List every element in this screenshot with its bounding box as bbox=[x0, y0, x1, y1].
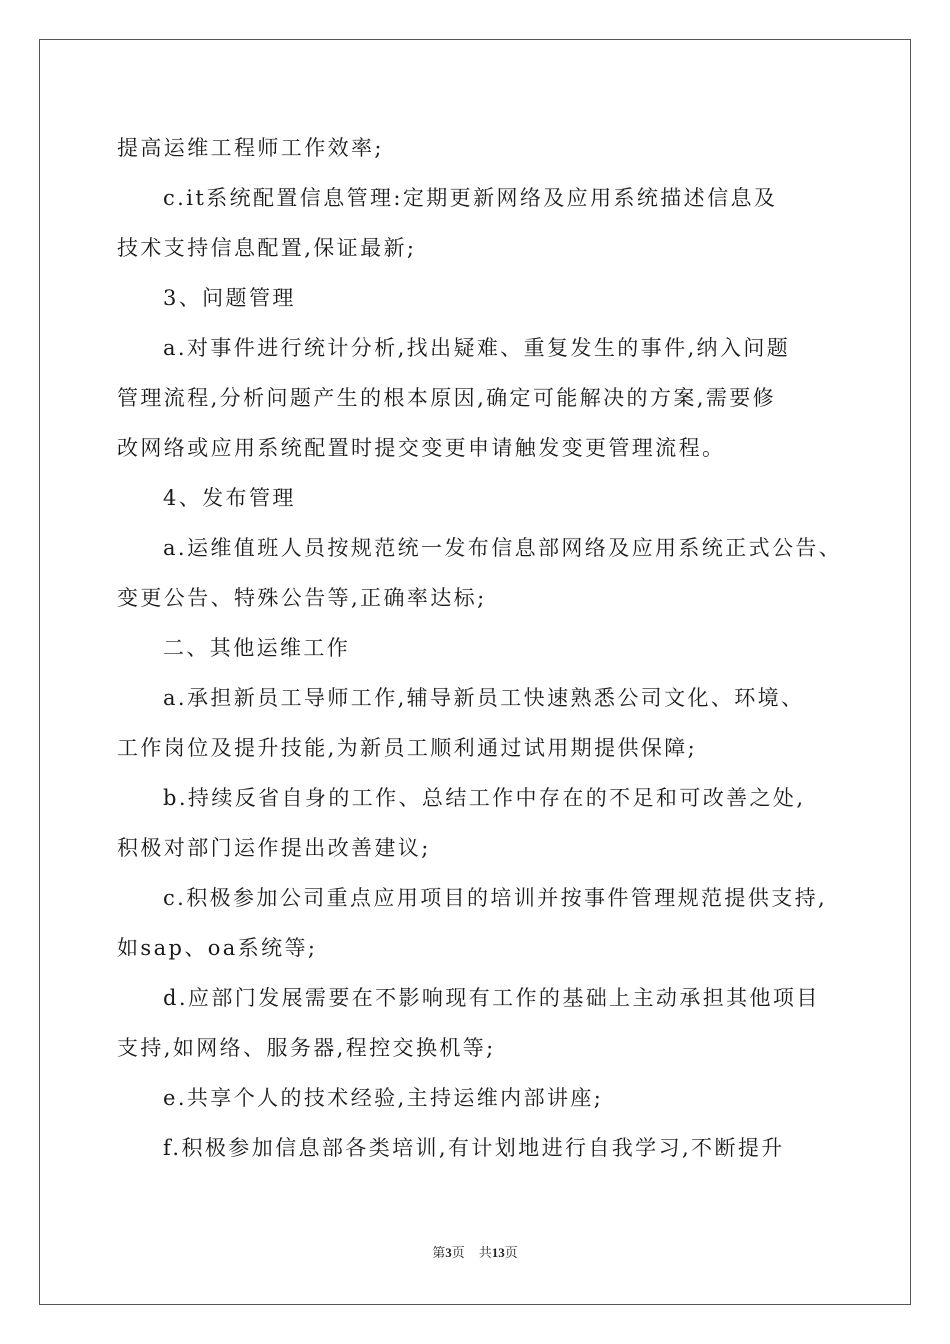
text-line: 4、发布管理 bbox=[163, 486, 296, 510]
document-body bbox=[117, 123, 843, 1173]
text-line: e.共享个人的技术经验,主持运维内部讲座; bbox=[163, 1086, 604, 1110]
text-line: 如sap、oa系统等; bbox=[117, 936, 318, 960]
text-line: 技术支持信息配置,保证最新; bbox=[117, 236, 417, 260]
total-suffix: 页 bbox=[504, 1245, 518, 1260]
total-prefix: 共 bbox=[478, 1245, 492, 1260]
text-line: 二、其他运维工作 bbox=[163, 636, 351, 660]
text-line: a.对事件进行统计分析,找出疑难、重复发生的事件,纳入问题 bbox=[163, 336, 791, 360]
text-line: c.it系统配置信息管理:定期更新网络及应用系统描述信息及 bbox=[163, 186, 778, 210]
text-line: a.运维值班人员按规范统一发布信息部网络及应用系统正式公告、 bbox=[163, 536, 843, 560]
text-line: 提高运维工程师工作效率; bbox=[117, 136, 384, 160]
text-line: a.承担新员工导师工作,辅导新员工快速熟悉公司文化、环境、 bbox=[163, 686, 805, 710]
text-line: 改网络或应用系统配置时提交变更申请触发变更管理流程。 bbox=[117, 436, 726, 460]
text-line: 支持,如网络、服务器,程控交换机等; bbox=[117, 1036, 496, 1060]
text-line: 工作岗位及提升技能,为新员工顺利通过试用期提供保障; bbox=[117, 736, 698, 760]
text-line: b.持续反省自身的工作、总结工作中存在的不足和可改善之处, bbox=[163, 786, 806, 810]
text-line: 3、问题管理 bbox=[163, 286, 296, 310]
text-line: d.应部门发展需要在不影响现有工作的基础上主动承担其他项目 bbox=[163, 986, 820, 1010]
page-prefix: 第 bbox=[432, 1245, 446, 1260]
text-line: c.积极参加公司重点应用项目的培训并按事件管理规范提供支持, bbox=[163, 886, 828, 910]
text-line: f.积极参加信息部各类培训,有计划地进行自我学习,不断提升 bbox=[163, 1136, 785, 1160]
text-line: 变更公告、特殊公告等,正确率达标; bbox=[117, 586, 487, 610]
page-number: 3 bbox=[445, 1245, 452, 1260]
page-footer bbox=[0, 1243, 950, 1263]
page-suffix: 页 bbox=[451, 1245, 465, 1260]
text-line: 积极对部门运作提出改善建议; bbox=[117, 836, 431, 860]
total-pages: 13 bbox=[491, 1245, 505, 1260]
text-line: 管理流程,分析问题产生的根本原因,确定可能解决的方案,需要修 bbox=[117, 386, 777, 410]
